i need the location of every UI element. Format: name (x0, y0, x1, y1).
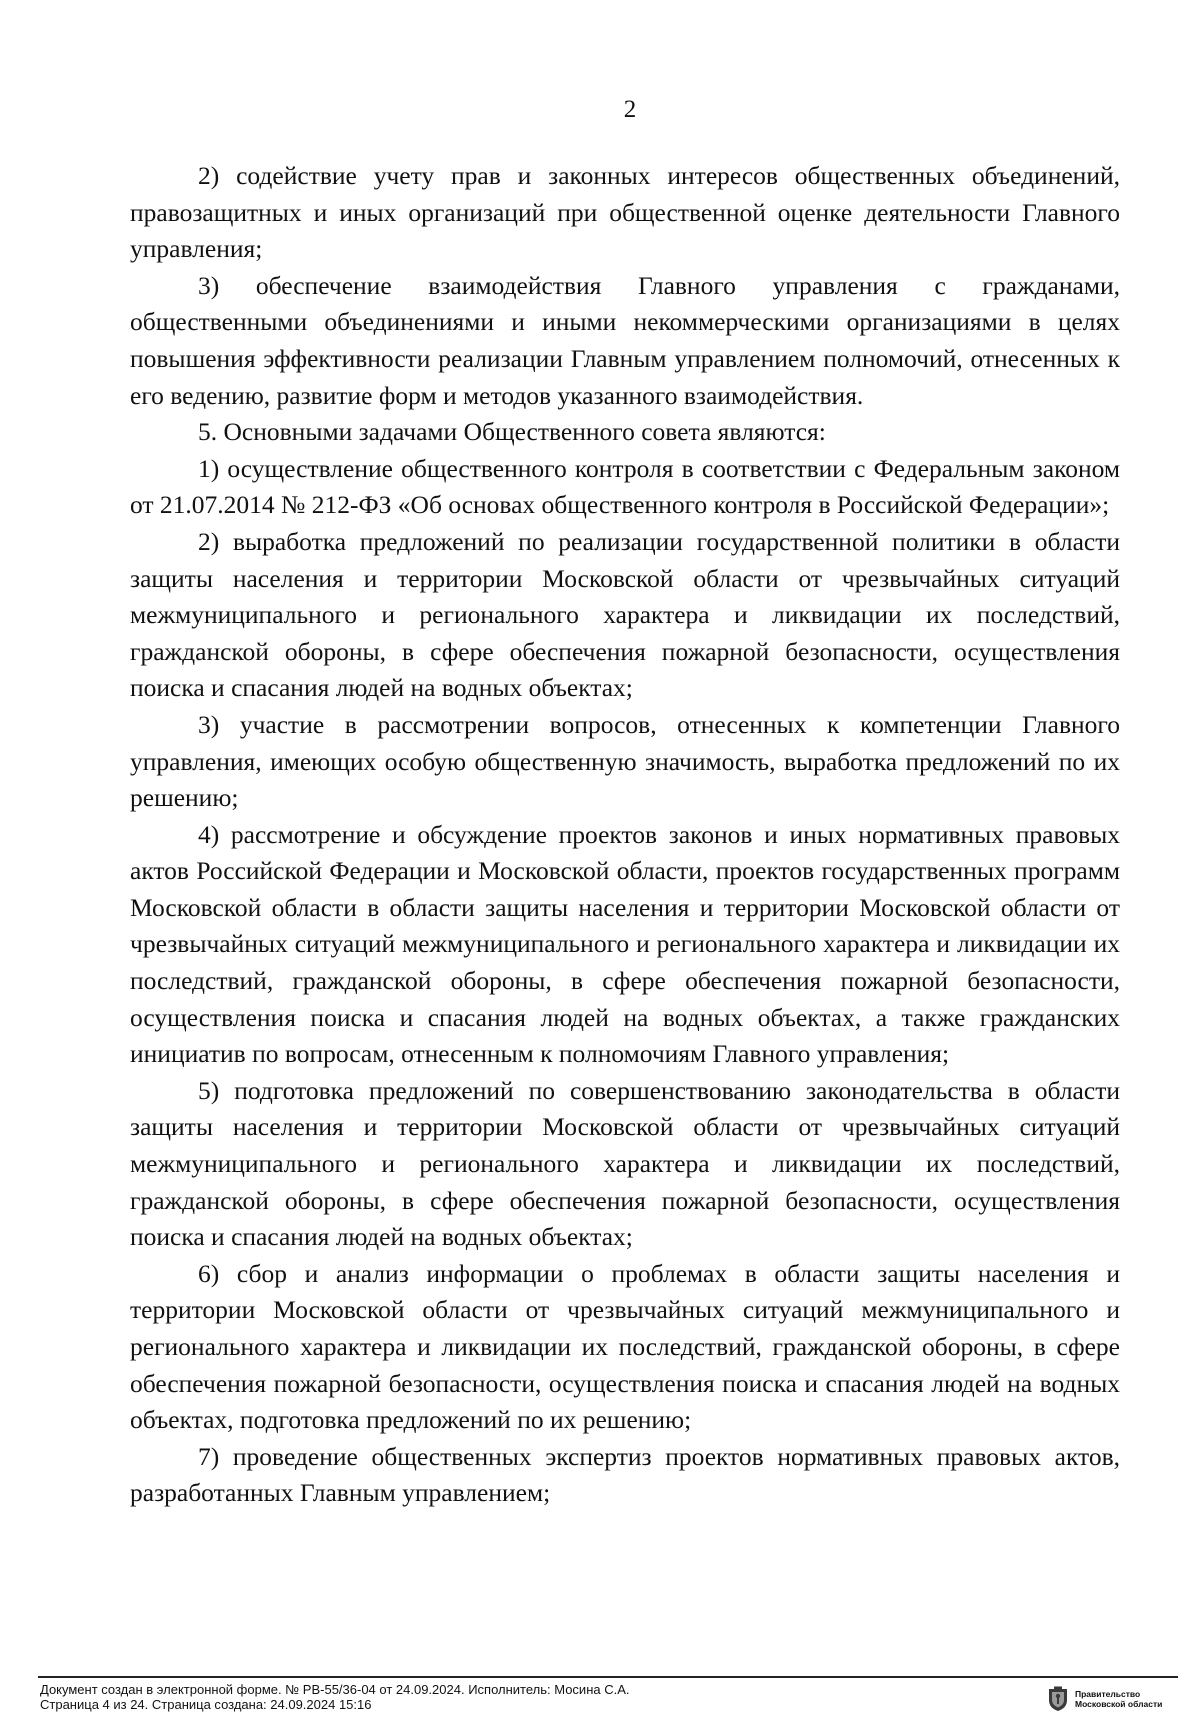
paragraph: 2) выработка предложений по реализации государственной политики в области защиты населения и территории Московской области от чрезвычайных ситуаций межмуниципального и регионального характера и ликвидации их последствий, гражданской обороны, в сфере обеспечения пожарной безопасности, осуществления поиска и спасания людей на водных объектах; (130, 526, 1120, 703)
document-body (130, 158, 1120, 1512)
paragraph: 5) подготовка предложений по совершенствованию законодательства в области защиты населения и территории Московской области от чрезвычайных ситуаций межмуниципального и регионального характера и ликвидации их последствий, гражданской обороны, в сфере обеспечения пожарной безопасности, осуществления поиска и спасания людей на водных объектах; (130, 1075, 1120, 1252)
coat-of-arms-icon (1047, 1686, 1069, 1712)
paragraph: 7) проведение общественных экспертиз проектов нормативных правовых актов, разработанных Главным управлением; (130, 1441, 1120, 1508)
footer-divider (38, 1676, 1178, 1678)
government-logo (1047, 1686, 1162, 1712)
paragraph: 1) осуществление общественного контроля в соответствии с Федеральным законом от 21.07.2014 № 212-ФЗ «Об основах общественного контроля в Российской Федерации»; (130, 453, 1120, 520)
paragraph: 2) содействие учету прав и законных интересов общественных объединений, правозащитных и иных организаций при общественной оценке деятельности Главного управления; (130, 161, 1120, 264)
paragraph: 4) рассмотрение и обсуждение проектов законов и иных нормативных правовых актов Российской Федерации и Московской области, проектов государственных программ Московской области в области защиты населения и территории Московской области от чрезвычайных ситуаций межмуниципального и регионального характера и ликвидации их последствий, гражданской обороны, в сфере обеспечения пожарной безопасности, осуществления поиска и спасания людей на водных объектах, а также гражданских инициатив по вопросам, отнесенным к полномочиям Главного управления; (130, 819, 1120, 1069)
logo-text-line: Правительство (1075, 1689, 1141, 1699)
paragraph: 3) участие в рассмотрении вопросов, отнесенных к компетенции Главного управления, имеющих особую общественную значимость, выработка предложений по их решению; (130, 709, 1120, 813)
logo-text-line: Московской области (1075, 1699, 1163, 1709)
paragraph: 5. Основными задачами Общественного совета являются: (198, 417, 826, 447)
footer-page-line: Страница 4 из 24. Страница создана: 24.09.2024 15:16 (40, 1697, 372, 1712)
footer-document-line: Документ создан в электронной форме. № РВ-55/36-04 от 24.09.2024. Исполнитель: Мосина С.А. (40, 1682, 630, 1697)
paragraph: 3) обеспечение взаимодействия Главного управления с гражданами, общественными объединениями и иными некоммерческими организациями в целях повышения эффективности реализации Главным управлением полномочий, отнесенных к его ведению, развитие форм и методов указанного взаимодействия. (130, 270, 1120, 410)
page-number: 2 (623, 96, 637, 123)
footer-info (40, 1682, 630, 1712)
paragraph: 6) сбор и анализ информации о проблемах в области защиты населения и территории Московской области от чрезвычайных ситуаций межмуниципального и регионального характера и ликвидации их последствий, гражданской обороны, в сфере обеспечения пожарной безопасности, осуществления поиска и спасания людей на водных объектах, подготовка предложений по их решению; (130, 1258, 1120, 1435)
